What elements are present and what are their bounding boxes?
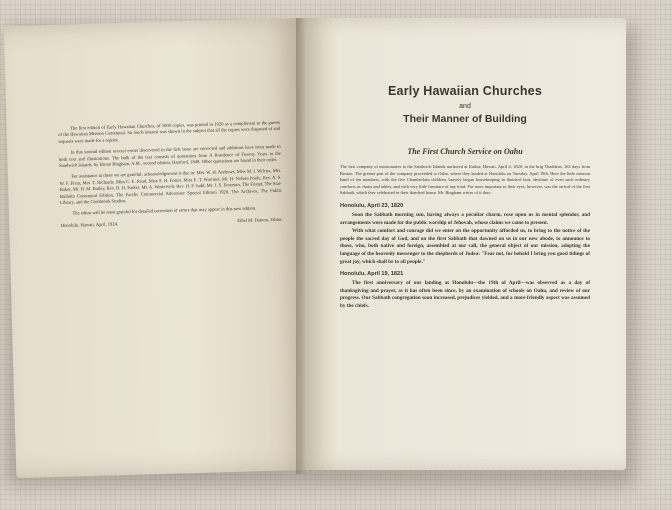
entry-paragraph: With what comfort and courage did we enter on the opportunity afforded us, to bring to the notice of the people the sacred day of God, and on the first Sabbath that dawned on us in our new abode, to announce to those, who, both native and foreign, assembled at our call, the general object of our mission, adopting the language of the heavenly messenger to the shepherds of Judea: "Fear not, for behold I bring you good tidings of great joy, which shall be to all people." xyxy=(340,228,590,265)
preface-text xyxy=(58,120,283,228)
preface-paragraph: The editor will be most grateful for detailed correction of errors that may appear in this new edition. xyxy=(72,205,257,217)
book-subtitle: Their Manner of Building xyxy=(403,113,527,125)
editor-name: Ethel M. Damon, Editor. xyxy=(237,216,283,223)
intro-paragraph: The first company of missionaries to the Sandwich Islands anchored at Kailua, Hawaii, April 4, 1820, in the brig Thaddeus, 163 days from Boston. The greater part of the company proceeded to Oahu, where they landed at Honolulu on Tuesday, April 19th. Here the little mission band of ten members, with the five Chamberlain children, bravely began housekeeping in thatched huts, destitute of even such ordinary comforts as chairs and tables, and with very little furniture of any kind. Far more important to their eyes, however, was the arrival of the first Sabbath, which they celebrated in their thatched house. Mr. Bingham writes of it thus: xyxy=(340,164,590,196)
preface-paragraph: For assistance in these we are grateful, acknowledgement is due to: Mrs. W. H. Andrews, Miss M. I. Wilcox, Mrs. W. F. Frear, Mrs. T. Richards, Miss C. E. Read, Miss S. H. Foster, Miss E. T. Warriner, Mr. H. Nelson Poole, Rev. A. S. Baker, Mr. H. M. Bailey, Rev. H. H. Parker, Mr. A. Westervelt, Rev. H. P. Judd, Mr. J. S. Emerson, The Friend, The Star-Bulletin Centennial Edition, The Pacific Commercial Advertiser Special Edition 1920, The Archives, The Public Library, and the Cronbrook Studios. xyxy=(59,168,282,206)
preface-paragraph: In this second edition several errors discovered in the first issue are corrected and additions have been made to both text and illustrations. The bulk of the text consists of quotations from A Residence of Twenty Years in the Sandwich Islands, by Hiram Bingham, A.M., second edition, Hartford, 1848. Other quotations are found in their order. xyxy=(58,144,281,169)
book-title: Early Hawaiian Churches xyxy=(388,84,542,98)
title-conjunction: and xyxy=(459,103,471,110)
entry-paragraph: Soon the Sabbath morning sun, having always a peculiar charm, rose upon us in mental splendor, and arrangements were made for the public worship of Jehovah, whose claims we came to present. xyxy=(340,211,590,226)
chapter-text xyxy=(340,84,590,312)
book-gutter xyxy=(296,18,306,474)
entry-heading: Honolulu, April 23, 1820 xyxy=(340,202,404,209)
preface-paragraph: The first edition of Early Hawaiian Churches, of 1000 copies, was printed in 1920 as a compliment to the guests of the Hawaiian Mission Centennial. So much interest was shown in the subject that all the copies were disposed of and requests were made for a reprint. xyxy=(58,119,281,144)
section-title: The First Church Service on Oahu xyxy=(407,147,523,156)
entry-heading: Honolulu, April 19, 1821 xyxy=(340,271,404,278)
entry-paragraph: The first anniversary of our landing at Honolulu—the 19th of April—was observed as a day of thanksgiving and prayer, as it has often been since, by an examination of schools on Oahu, and review of our progress. Our Sabbath congregation soon increased, prejudices yielded, and a more friendly aspect was assumed by the chiefs. xyxy=(340,280,590,309)
place-date: Honolulu, Hawaii, April, 1924. xyxy=(60,221,119,228)
left-page xyxy=(4,18,315,478)
